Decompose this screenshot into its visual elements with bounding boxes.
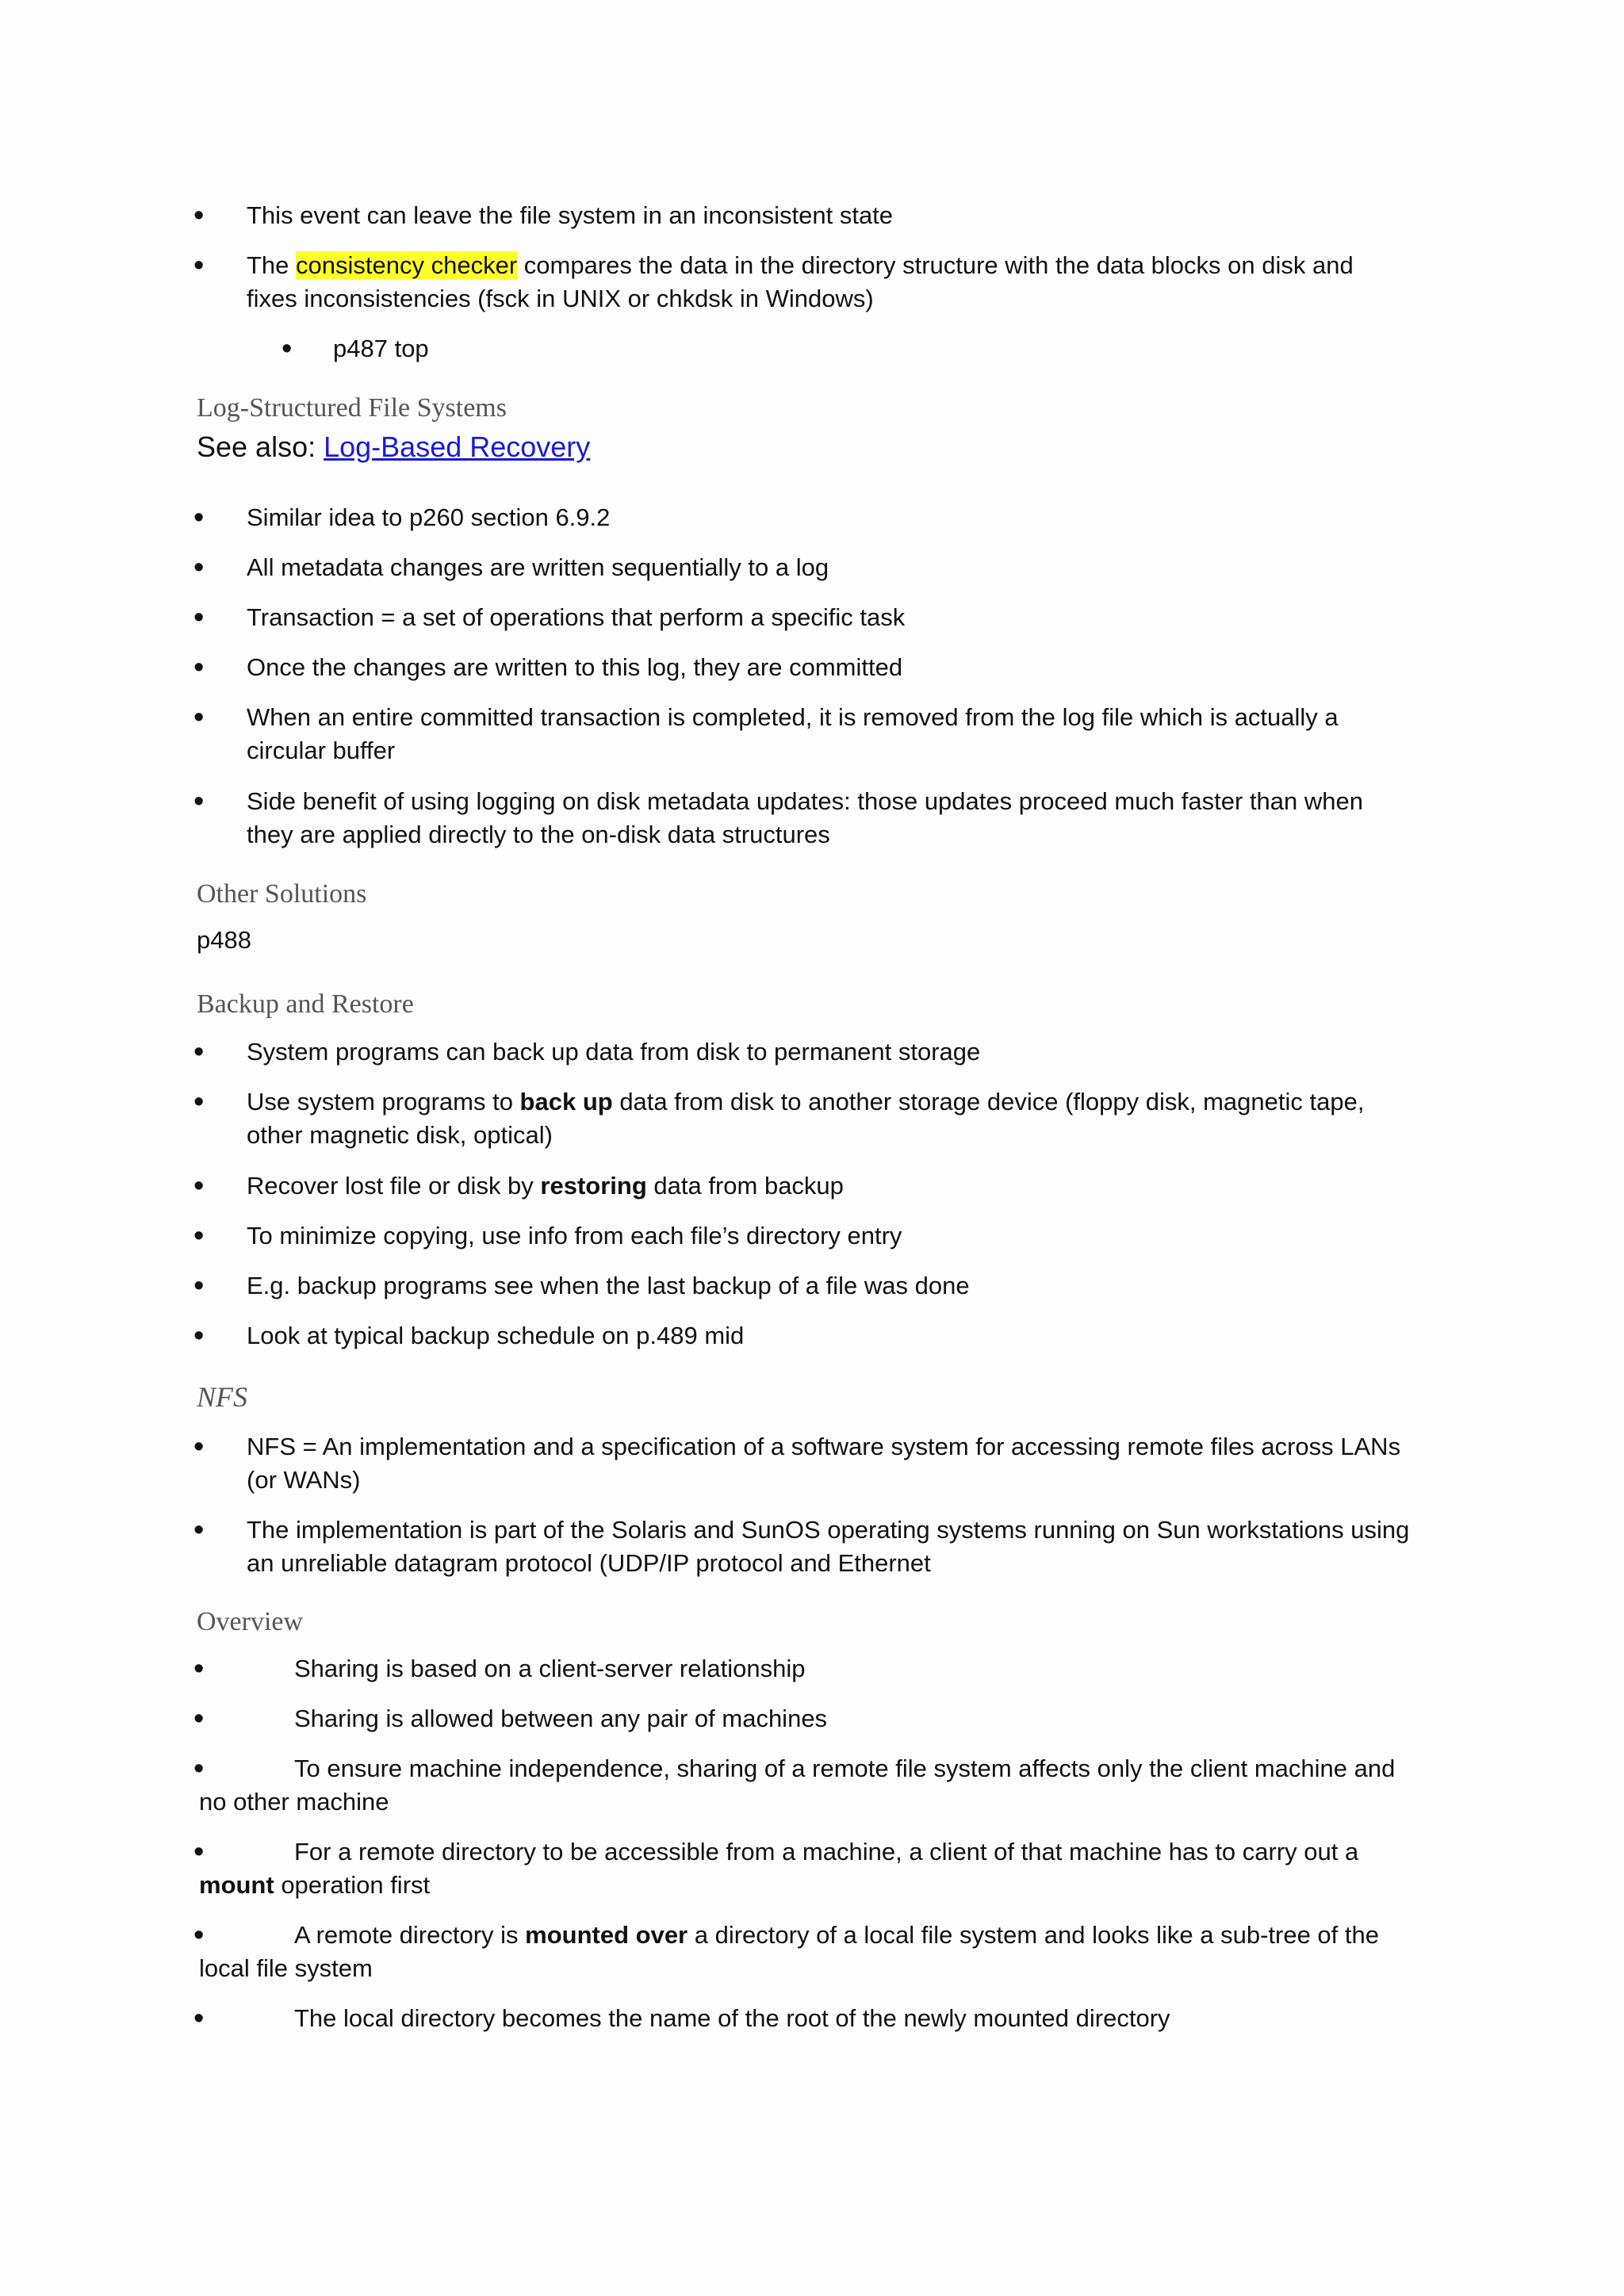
log-based-recovery-link[interactable]: Log-Based Recovery [324, 430, 591, 463]
bullet-marker: • [193, 1269, 205, 1303]
bullet-text: Once the changes are written to this log, they are committed [247, 653, 903, 681]
bullet-marker: • [193, 501, 205, 534]
bullet-text: The local directory becomes the name of the root of the newly mounted directory [294, 2004, 1170, 2032]
bullet-marker: • [193, 1219, 205, 1253]
bullet-marker: • [193, 1035, 205, 1069]
bullet-text: System programs can back up data from disk to permanent storage [247, 1038, 981, 1066]
bullet-text: A remote directory is mounted over a directory of a local file system and looks like a sub-tree of the [294, 1921, 1379, 1949]
bullet-text: The implementation is part of the Solaris and SunOS operating systems running on Sun workstations using [247, 1516, 1410, 1544]
bullet-text: When an entire committed transaction is completed, it is removed from the log file which is actually a [247, 703, 1339, 731]
bullet-text: All metadata changes are written sequentially to a log [247, 553, 829, 581]
bullet-text: Side benefit of using logging on disk metadata updates: those updates proceed much faster than when [247, 787, 1364, 815]
section-heading: Log-Structured File Systems [197, 393, 507, 423]
bullet-text: Similar idea to p260 section 6.9.2 [247, 503, 611, 531]
section-heading: Other Solutions [197, 879, 367, 909]
bullet-text-continuation: mount operation first [199, 1871, 431, 1899]
see-also-line: See also: Log-Based Recovery [197, 430, 591, 463]
bullet-text: For a remote directory to be accessible from a machine, a client of that machine has to carry out a [294, 1838, 1359, 1866]
bullet-marker: • [193, 601, 205, 634]
bullet-text: Transaction = a set of operations that perform a specific task [247, 603, 906, 631]
bullet-marker: • [193, 1835, 205, 1869]
bullet-marker: • [193, 651, 205, 684]
bullet-marker: • [193, 1319, 205, 1353]
bullet-text-continuation: local file system [199, 1954, 373, 1982]
bullet-marker: • [193, 1513, 205, 1547]
bullet-marker: • [193, 1752, 205, 1785]
bullet-marker: • [193, 1702, 205, 1735]
bullet-text: Recover lost file or disk by restoring data from backup [247, 1172, 844, 1200]
bullet-text-continuation: fixes inconsistencies (fsck in UNIX or chkdsk in Windows) [247, 285, 874, 312]
bullet-marker: • [193, 701, 205, 734]
bullet-marker: • [193, 551, 205, 584]
bullet-text: Sharing is based on a client-server relationship [294, 1655, 806, 1682]
bullet-marker: • [193, 1169, 205, 1203]
highlighted-term: consistency checker [296, 251, 518, 279]
bullet-text: Sharing is allowed between any pair of machines [294, 1705, 828, 1732]
bullet-marker: • [193, 1085, 205, 1119]
bullet-text: E.g. backup programs see when the last backup of a file was done [247, 1272, 970, 1299]
section-heading: Backup and Restore [197, 989, 414, 1019]
bullet-text-continuation: other magnetic disk, optical) [247, 1121, 553, 1149]
bullet-marker: • [193, 1919, 205, 1952]
bullet-text-continuation: an unreliable datagram protocol (UDP/IP protocol and Ethernet [247, 1549, 931, 1577]
bullet-marker: • [193, 249, 205, 282]
bullet-marker: • [193, 199, 205, 232]
section-heading: NFS [197, 1381, 248, 1413]
bullet-text-continuation: circular buffer [247, 737, 396, 764]
section-heading: Overview [197, 1607, 304, 1636]
bullet-text: To ensure machine independence, sharing of a remote file system affects only the client machine and [294, 1755, 1396, 1782]
bullet-marker: • [193, 1430, 205, 1464]
bullet-text: p487 top [333, 335, 429, 362]
bullet-text: Look at typical backup schedule on p.489 mid [247, 1322, 745, 1349]
bullet-text: The consistency checker compares the data in the directory structure with the data blocks on disk and [247, 251, 1354, 279]
bullet-marker: • [193, 2002, 205, 2035]
bullet-text-continuation: no other machine [199, 1788, 389, 1816]
bullet-text: Use system programs to back up data from disk to another storage device (floppy disk, magnetic tape, [247, 1088, 1365, 1115]
bullet-text: NFS = An implementation and a specification of a software system for accessing remote files across LANs [247, 1433, 1401, 1460]
bullet-text-continuation: (or WANs) [247, 1466, 361, 1494]
bullet-marker: • [193, 785, 205, 818]
bullet-marker: • [282, 332, 293, 365]
bullet-text-continuation: they are applied directly to the on-disk data structures [247, 821, 830, 848]
paragraph-text: p488 [197, 926, 251, 954]
bullet-marker: • [193, 1652, 205, 1686]
bullet-text: This event can leave the file system in an inconsistent state [247, 201, 894, 229]
bullet-text: To minimize copying, use info from each file’s directory entry [247, 1222, 902, 1249]
